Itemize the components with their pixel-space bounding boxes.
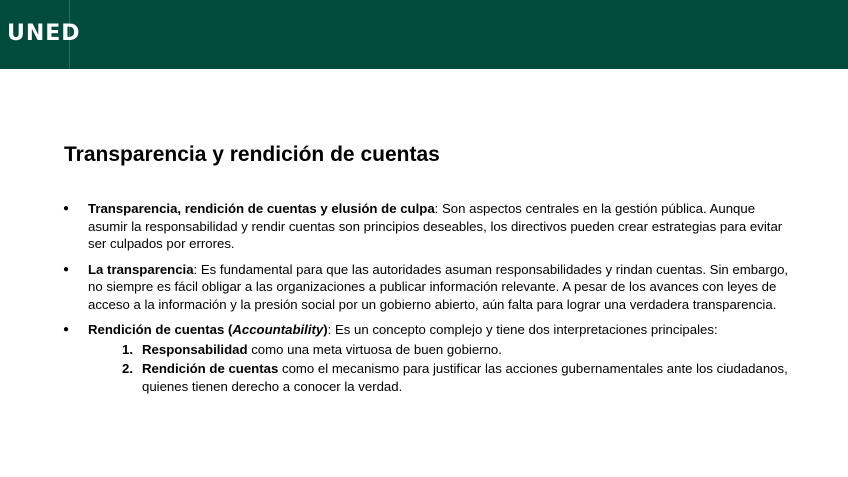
bullet-item — [62, 200, 792, 253]
item-heading: Responsabilidad — [142, 341, 248, 357]
bullet-item — [62, 321, 792, 395]
slide-title: Transparencia y rendición de cuentas — [64, 143, 440, 166]
slide-content — [62, 200, 792, 403]
item-number: 1. — [122, 341, 133, 357]
bullet-heading-pre: Rendición de cuentas ( — [88, 322, 233, 337]
item-text: como una meta virtuosa de buen gobierno. — [247, 341, 502, 357]
bullet-heading: Transparencia, rendición de cuentas y elusión de culpa — [88, 201, 435, 216]
bullet-text: : Es fundamental para que las autoridades asuman responsabilidades y rindan cuentas. Sin embargo, no siempre es fácil obligar a las organizaciones a publicar información relevante. A pesar de los avances con leyes de acceso a la información y la presión social por un gobierno abierto, aún falta para lograr una verdadera transparencia. — [88, 261, 789, 312]
bullet-text: : Es un concepto complejo y tiene dos interpretaciones principales: — [327, 322, 718, 337]
item-number: 2. — [122, 361, 133, 376]
numbered-item — [88, 360, 792, 395]
logo-container — [0, 0, 81, 69]
bullet-text: : Son aspectos centrales en la gestión pública. Aunque asumir la responsabilidad y rendir cuentas son principios deseables, los directivos pueden crear estrategias para evitar ser culpados por errores. — [88, 201, 783, 251]
numbered-item — [88, 341, 792, 359]
header-bar — [0, 0, 848, 69]
bullet-icon: ● — [63, 203, 70, 214]
bullet-heading-post: ) — [323, 322, 328, 337]
bullet-item — [62, 261, 792, 314]
item-heading: Rendición de cuentas — [142, 361, 279, 376]
bullet-heading-italic: Accountability — [232, 322, 324, 337]
bullet-icon: ● — [63, 324, 70, 335]
bullet-icon: ● — [63, 263, 70, 275]
item-text: como el mecanismo para justificar las acciones gubernamentales ante los ciudadanos, quienes tienen derecho a conocer la verdad. — [142, 361, 788, 394]
numbered-list — [88, 341, 792, 396]
bullet-heading: La transparencia — [88, 261, 194, 277]
uned-logo: UNED — [7, 21, 81, 46]
